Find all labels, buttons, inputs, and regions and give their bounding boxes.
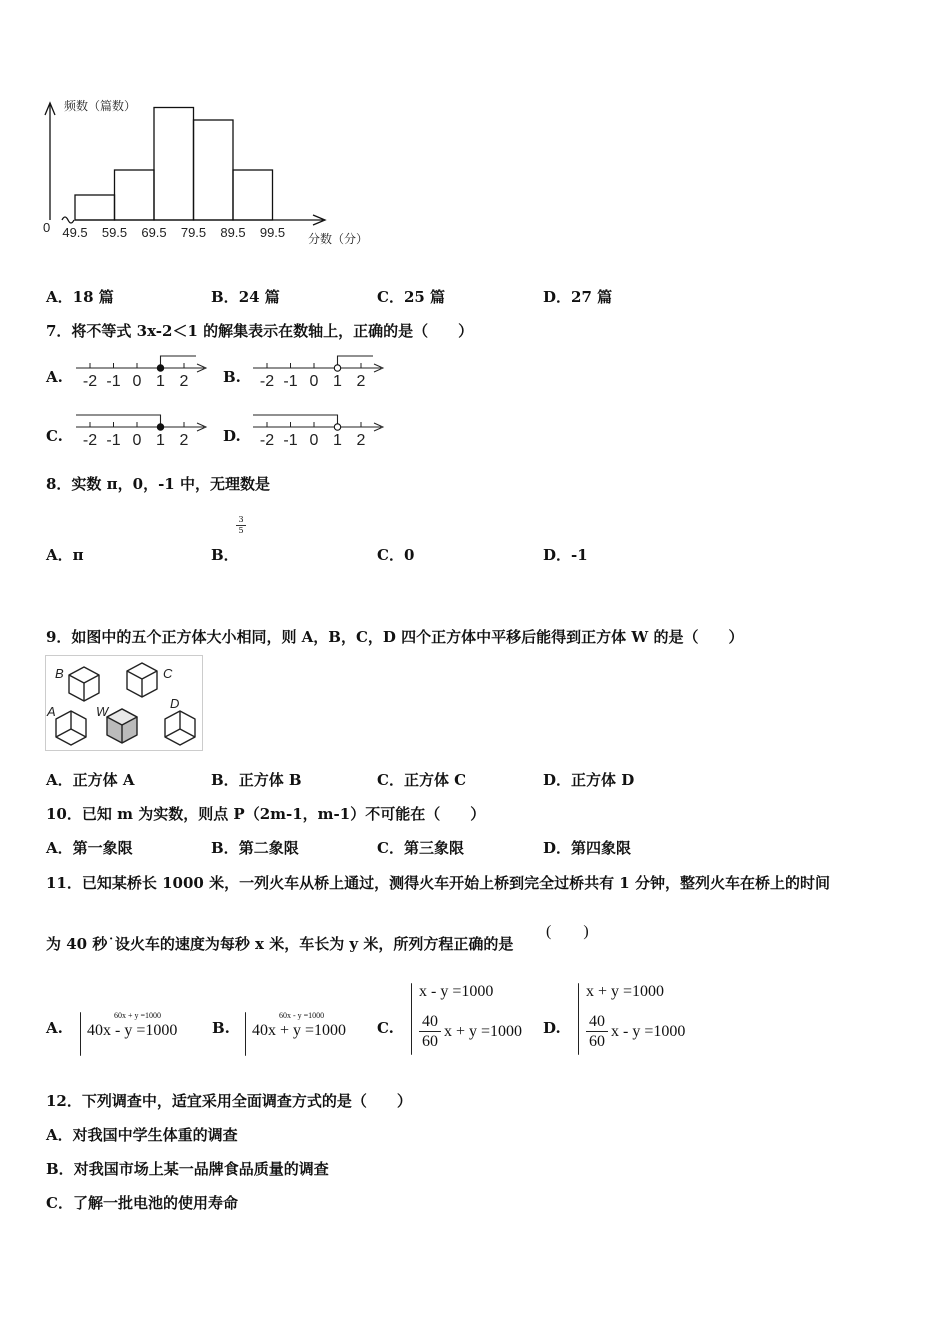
histogram-bar-5 (233, 170, 273, 220)
q11-b-brace (245, 1012, 246, 1056)
x-tick-label: 49.5 (62, 225, 88, 240)
q11-c-eq2: x + y =1000 (444, 1023, 523, 1040)
label-w: W (96, 704, 109, 719)
q11-c-brace (411, 983, 412, 1055)
q12-option-a[interactable]: A．对我国中学生体重的调查 (46, 1126, 238, 1144)
x-tick-label: 79.5 (180, 225, 207, 240)
tick-label: 2 (179, 373, 189, 390)
histogram-bar-1 (75, 195, 115, 220)
tick-label: -2 (259, 373, 275, 390)
tick-label: 0 (309, 432, 319, 449)
q6-option-b[interactable]: B．24 篇 (211, 288, 280, 306)
cube-a (56, 711, 86, 745)
x-axis-label: 分数（分） (308, 232, 369, 246)
tick-label: 1 (156, 373, 165, 390)
q6-option-c[interactable]: C．25 篇 (377, 288, 446, 306)
cube-d (165, 711, 195, 745)
q7-number-line-d (249, 411, 389, 451)
q12-option-c[interactable]: C．了解一批电池的使用寿命 (46, 1194, 238, 1212)
label-c: C (163, 666, 173, 681)
x-tick-label: 59.5 (101, 225, 128, 240)
q11-a-brace (80, 1012, 81, 1056)
q11-answer-paren: ( ) (546, 923, 589, 940)
q6-option-d[interactable]: D．27 篇 (543, 288, 613, 306)
tick-label: -1 (283, 432, 298, 449)
q7-number-line-c (72, 411, 212, 451)
q11-d-eq1: x + y =1000 (586, 983, 665, 1000)
solution-ray (161, 356, 197, 368)
q10-option-c[interactable]: C．第三象限 (377, 839, 464, 857)
solution-ray (253, 415, 338, 427)
q11-d-fraction: 40 60 (586, 1012, 608, 1051)
axis-break (62, 217, 74, 223)
origin-label: 0 (43, 220, 51, 235)
hollow-point (334, 424, 340, 430)
hollow-point (334, 365, 340, 371)
q7-stem: 7．将不等式 3x-2＜1 的解集表示在数轴上，正确的是（ ） (46, 322, 474, 340)
tick-label: 1 (156, 432, 165, 449)
tick-label: 0 (132, 432, 142, 449)
q10-option-b[interactable]: B．第二象限 (211, 839, 299, 857)
label-b: B (55, 666, 64, 681)
histogram-bar-3 (154, 108, 194, 221)
q9-option-a[interactable]: A．正方体 A (46, 771, 135, 789)
tick-label: -1 (283, 373, 298, 390)
q9-option-c[interactable]: C．正方体 C (377, 771, 467, 789)
y-axis-label: 频数（篇数） (64, 99, 137, 113)
q8-option-c[interactable]: C．0 (377, 546, 415, 564)
tick-label: 1 (333, 432, 342, 449)
label-a: A (47, 704, 56, 719)
q11-option-c-letter[interactable]: C. (377, 1019, 394, 1037)
x-tick-label: 89.5 (220, 225, 246, 240)
q9-stem: 9．如图中的五个正方体大小相同，则 A，B，C，D 四个正方体中平移后能得到正方体 W 的是（ ） (46, 628, 744, 646)
q11-d-eq2: x - y =1000 (611, 1023, 686, 1040)
tick-label: 0 (132, 373, 142, 390)
filled-point (157, 424, 163, 430)
q11-b-eq2: 40x + y =1000 (252, 1022, 347, 1039)
filled-point (157, 365, 163, 371)
label-d: D (170, 696, 180, 711)
tick-label: 0 (309, 373, 319, 390)
tick-label: -2 (259, 432, 275, 449)
q11-option-a-letter[interactable]: A. (46, 1019, 63, 1037)
cube-w (107, 709, 137, 743)
q12-stem: 12．下列调查中，适宜采用全面调查方式的是（ ） (46, 1092, 412, 1110)
tick-label: -1 (106, 432, 121, 449)
q11-option-b-letter[interactable]: B. (212, 1019, 230, 1037)
q7-number-line-b (249, 352, 389, 392)
q11-a-eq2: 40x - y =1000 (87, 1022, 178, 1039)
q7-number-line-a (72, 352, 212, 392)
q8-option-b[interactable]: B． (211, 546, 239, 564)
q7-option-a-letter[interactable]: A. (46, 368, 63, 386)
x-tick-label: 99.5 (259, 225, 286, 240)
q7-option-b-letter[interactable]: B. (223, 368, 241, 386)
solution-ray (338, 356, 374, 368)
tick-label: 2 (179, 432, 189, 449)
q11-stem-line2: 为 40 秒˙设火车的速度为每秒 x 米，车长为 y 米，所列方程正确的是 (46, 935, 514, 953)
q8-stem: 8．实数 π，0，-1 中，无理数是 (46, 475, 270, 493)
q6-option-a[interactable]: A．18 篇 (46, 288, 114, 306)
cube-b (69, 667, 99, 701)
q10-stem: 10．已知 m 为实数，则点 P（2m-1，m-1）不可能在（ ） (46, 805, 486, 823)
q11-a-eq1: 60x + y =1000 (114, 1011, 162, 1020)
q9-option-d[interactable]: D．正方体 D (543, 771, 635, 789)
cube-c (127, 663, 157, 697)
tick-label: 2 (356, 373, 366, 390)
histogram-chart (40, 95, 380, 255)
q7-option-d-letter[interactable]: D. (223, 427, 241, 445)
tick-label: 1 (333, 373, 342, 390)
q8-tiny-fraction: 3 5 (236, 515, 246, 536)
tick-label: -2 (82, 373, 98, 390)
q10-option-a[interactable]: A．第一象限 (46, 839, 133, 857)
histogram-bar-4 (194, 120, 234, 220)
tick-label: -2 (82, 432, 98, 449)
q10-option-d[interactable]: D．第四象限 (543, 839, 632, 857)
tick-label: -1 (106, 373, 121, 390)
q11-b-eq1: 60x - y =1000 (279, 1011, 325, 1020)
q12-option-b[interactable]: B．对我国市场上某一品牌食品质量的调查 (46, 1160, 329, 1178)
solution-ray (76, 415, 161, 427)
q11-stem-line1: 11．已知某桥长 1000 米，一列火车从桥上通过，测得火车开始上桥到完全过桥共有 1 分钟，整列火车在桥上的时间 (46, 874, 830, 892)
x-tick-label: 69.5 (141, 225, 167, 240)
q7-option-c-letter[interactable]: C. (46, 427, 63, 445)
q11-c-fraction: 40 60 (419, 1012, 441, 1051)
tick-label: 2 (356, 432, 366, 449)
q11-option-d-letter[interactable]: D. (543, 1019, 561, 1037)
q8-option-a[interactable]: A．π (46, 546, 84, 564)
q9-option-b[interactable]: B．正方体 B (211, 771, 302, 789)
cubes-figure (45, 655, 203, 751)
q11-c-eq1: x - y =1000 (419, 983, 494, 1000)
histogram-bar-2 (115, 170, 155, 220)
q8-option-d[interactable]: D．-1 (543, 546, 588, 564)
q11-d-brace (578, 983, 579, 1055)
